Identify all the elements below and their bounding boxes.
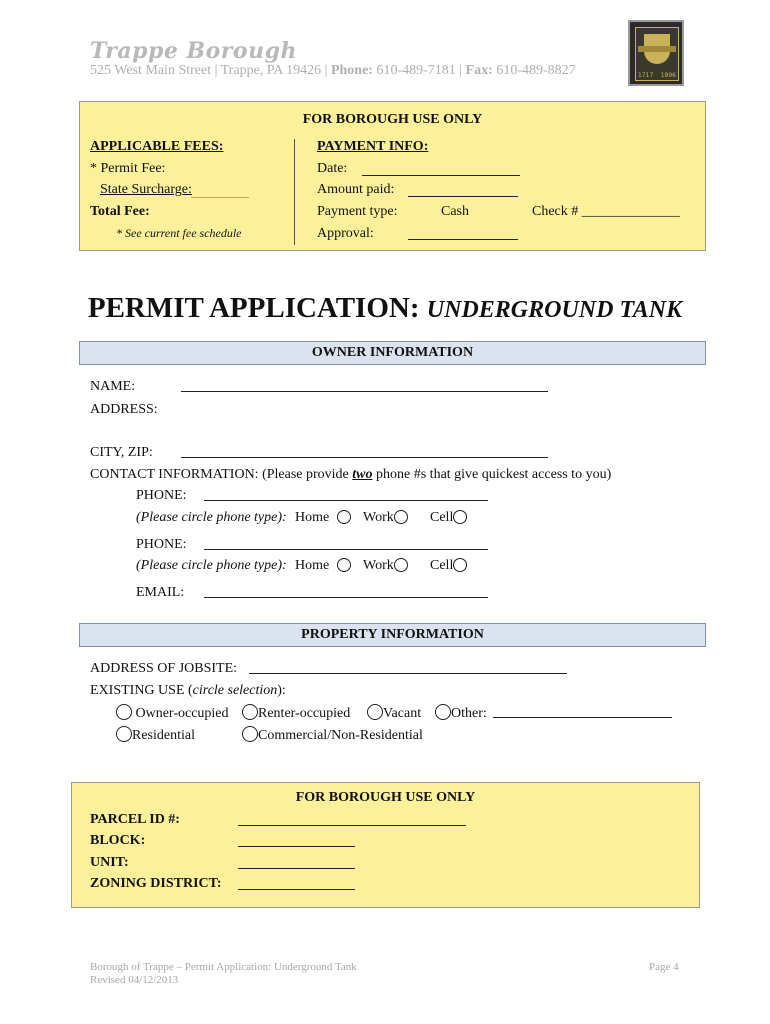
contact-information-label: CONTACT INFORMATION: (Please provide two phone #s that give quickest access to you) bbox=[90, 467, 612, 482]
approval-field[interactable] bbox=[408, 239, 518, 240]
radio-circle-icon bbox=[453, 510, 467, 524]
state-surcharge-label: State Surcharge: bbox=[100, 182, 192, 197]
borough-name: Trappe Borough bbox=[90, 38, 297, 64]
phone-1-field[interactable] bbox=[204, 500, 488, 501]
other-field[interactable] bbox=[493, 717, 672, 718]
renter-occupied-option[interactable]: Renter-occupied bbox=[242, 704, 350, 722]
phone-2-work-option[interactable]: Work bbox=[363, 558, 408, 574]
cash-option[interactable]: Cash bbox=[441, 204, 469, 219]
block-field[interactable] bbox=[238, 846, 355, 847]
owner-occupied-option[interactable]: Owner-occupied bbox=[116, 704, 229, 722]
zoning-district-label: ZONING DISTRICT: bbox=[90, 876, 222, 891]
block-label: BLOCK: bbox=[90, 833, 146, 848]
footer-document-title: Borough of Trappe – Permit Application: Underground Tank bbox=[90, 961, 357, 973]
unit-field[interactable] bbox=[238, 868, 355, 869]
jobsite-address-field[interactable] bbox=[249, 673, 567, 674]
radio-circle-icon bbox=[435, 704, 451, 720]
date-field[interactable] bbox=[362, 175, 520, 176]
commercial-option[interactable]: Commercial/Non-Residential bbox=[242, 726, 423, 744]
amount-paid-label: Amount paid: bbox=[317, 182, 395, 197]
parcel-id-label: PARCEL ID #: bbox=[90, 812, 180, 827]
radio-circle-icon bbox=[394, 510, 408, 524]
name-field[interactable] bbox=[181, 391, 548, 392]
name-label: NAME: bbox=[90, 379, 136, 394]
other-option[interactable]: Other: bbox=[435, 704, 487, 722]
parcel-id-field[interactable] bbox=[238, 825, 466, 826]
radio-circle-icon bbox=[116, 726, 132, 742]
existing-use-label: EXISTING USE (circle selection): bbox=[90, 683, 286, 698]
jobsite-address-label: ADDRESS OF JOBSITE: bbox=[90, 661, 238, 676]
phone-1-home-option[interactable]: Home bbox=[295, 510, 351, 526]
phone-1-work-option[interactable]: Work bbox=[363, 510, 408, 526]
total-fee-label: Total Fee: bbox=[90, 204, 150, 219]
vacant-option[interactable]: Vacant bbox=[367, 704, 421, 722]
fee-note: * See current fee schedule bbox=[116, 226, 242, 240]
city-zip-label: CITY, ZIP: bbox=[90, 445, 153, 460]
date-label: Date: bbox=[317, 161, 348, 176]
city-zip-field[interactable] bbox=[181, 457, 548, 458]
radio-circle-icon bbox=[394, 558, 408, 572]
residential-option[interactable]: Residential bbox=[116, 726, 195, 744]
state-surcharge-line[interactable] bbox=[191, 197, 249, 198]
email-field[interactable] bbox=[204, 597, 488, 598]
phone-2-type-prompt: (Please circle phone type): bbox=[136, 558, 287, 573]
radio-circle-icon bbox=[337, 510, 351, 524]
radio-circle-icon bbox=[453, 558, 467, 572]
phone-1-label: PHONE: bbox=[136, 488, 187, 503]
permit-fee-label: * Permit Fee: bbox=[90, 161, 166, 176]
borough-address: 525 West Main Street | Trappe, PA 19426 | Phone: 610-489-7181 | Fax: 610-489-8827 bbox=[90, 63, 576, 78]
amount-paid-field[interactable] bbox=[408, 196, 518, 197]
check-number-field[interactable]: Check # ______________ bbox=[532, 204, 680, 219]
radio-circle-icon bbox=[116, 704, 132, 720]
radio-circle-icon bbox=[242, 704, 258, 720]
property-information-heading: PROPERTY INFORMATION bbox=[79, 623, 706, 647]
borough-use-title: FOR BOROUGH USE ONLY bbox=[302, 112, 483, 127]
approval-label: Approval: bbox=[317, 226, 374, 241]
email-label: EMAIL: bbox=[136, 585, 185, 600]
radio-circle-icon bbox=[242, 726, 258, 742]
borough-use-title-bottom: FOR BOROUGH USE ONLY bbox=[295, 790, 476, 805]
payment-type-label: Payment type: bbox=[317, 204, 398, 219]
owner-information-heading: OWNER INFORMATION bbox=[79, 341, 706, 365]
radio-circle-icon bbox=[337, 558, 351, 572]
address-label: ADDRESS: bbox=[90, 402, 158, 417]
phone-2-home-option[interactable]: Home bbox=[295, 558, 351, 574]
borough-seal-icon: 1717 1896 bbox=[628, 20, 684, 86]
phone-1-cell-option[interactable]: Cell bbox=[430, 510, 467, 526]
phone-2-field[interactable] bbox=[204, 549, 488, 550]
phone-1-type-prompt: (Please circle phone type): bbox=[136, 510, 287, 525]
phone-2-label: PHONE: bbox=[136, 537, 187, 552]
fees-heading: APPLICABLE FEES: bbox=[90, 139, 224, 154]
radio-circle-icon bbox=[367, 704, 383, 720]
page-title: PERMIT APPLICATION: UNDERGROUND TANK bbox=[87, 292, 683, 324]
phone-2-cell-option[interactable]: Cell bbox=[430, 558, 467, 574]
unit-label: UNIT: bbox=[90, 855, 129, 870]
payment-heading: PAYMENT INFO: bbox=[317, 139, 429, 154]
footer-revision-date: Revised 04/12/2013 bbox=[90, 974, 179, 986]
box-divider bbox=[294, 139, 295, 245]
zoning-district-field[interactable] bbox=[238, 889, 355, 890]
footer-page-number: Page 4 bbox=[649, 961, 679, 973]
